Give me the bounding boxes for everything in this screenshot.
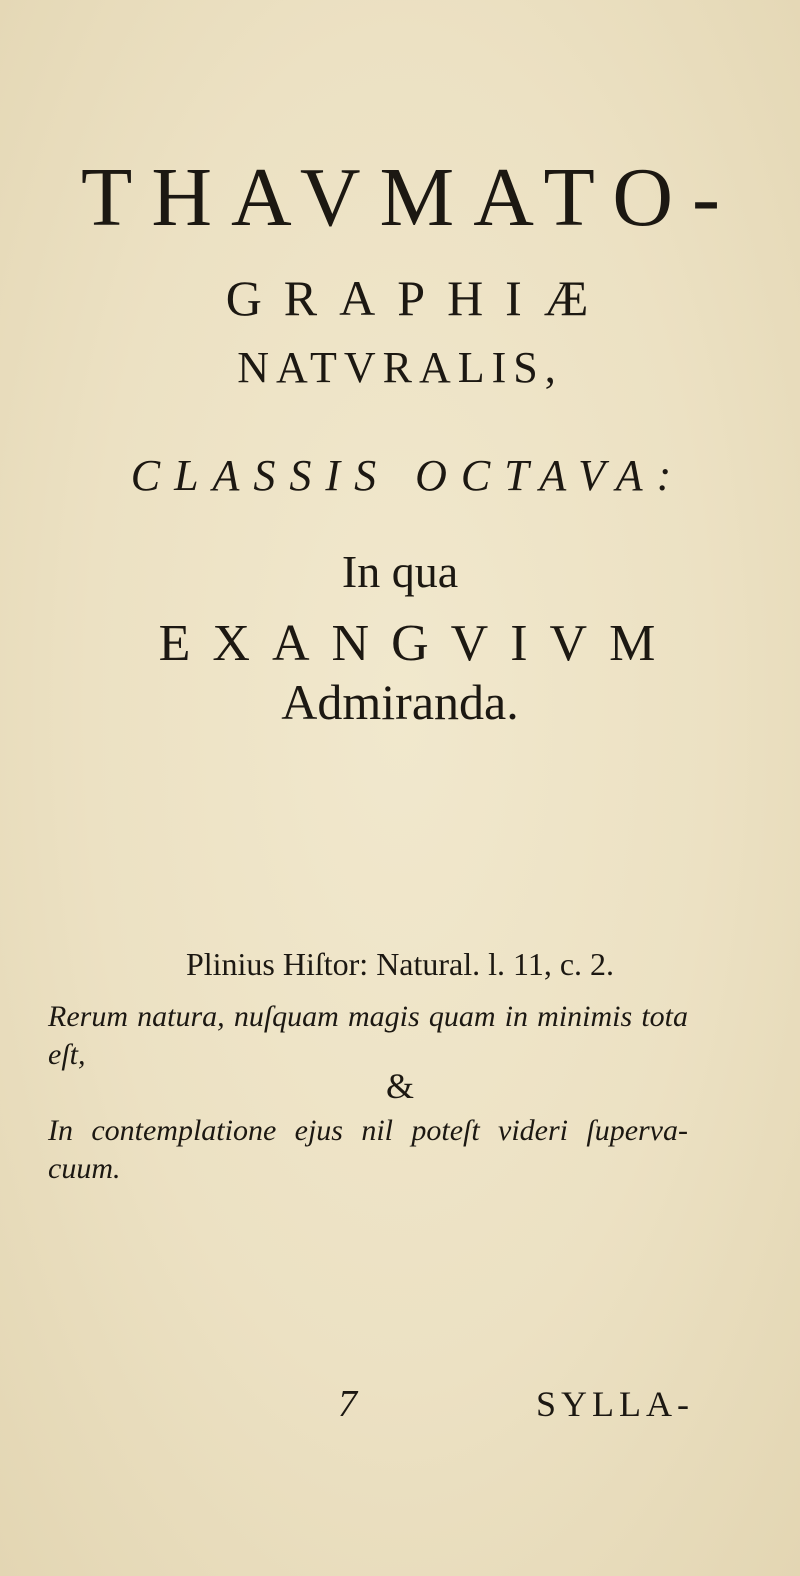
epigraph-conjunction: & (385, 1066, 414, 1106)
title-line-3: NATVRALIS, (237, 343, 563, 392)
epigraph-citation: Plinius Hiſtor: Natural. l. 11, c. 2. (185, 946, 615, 982)
subtitle-in-qua: In qua (341, 546, 459, 597)
page-number: 7 (338, 1383, 357, 1425)
catchword: SYLLA- (536, 1384, 694, 1424)
epigraph-quote-2: In contemplatione ejus nil poteſt videri ſuperva- cuum. (48, 1114, 688, 1185)
epigraph-quote-1: Rerum natura, nuſquam magis quam in minimis tota eſt, (48, 1000, 688, 1071)
title-line-1: THAVMATO- (81, 151, 739, 244)
title-line-2: GRAPHIÆ (225, 270, 611, 326)
subtitle-subject: EXANGVIVM (158, 615, 678, 672)
subtitle-admiranda: Admiranda. (281, 674, 519, 730)
title-line-4: CLASSIS OCTAVA: (130, 451, 686, 500)
